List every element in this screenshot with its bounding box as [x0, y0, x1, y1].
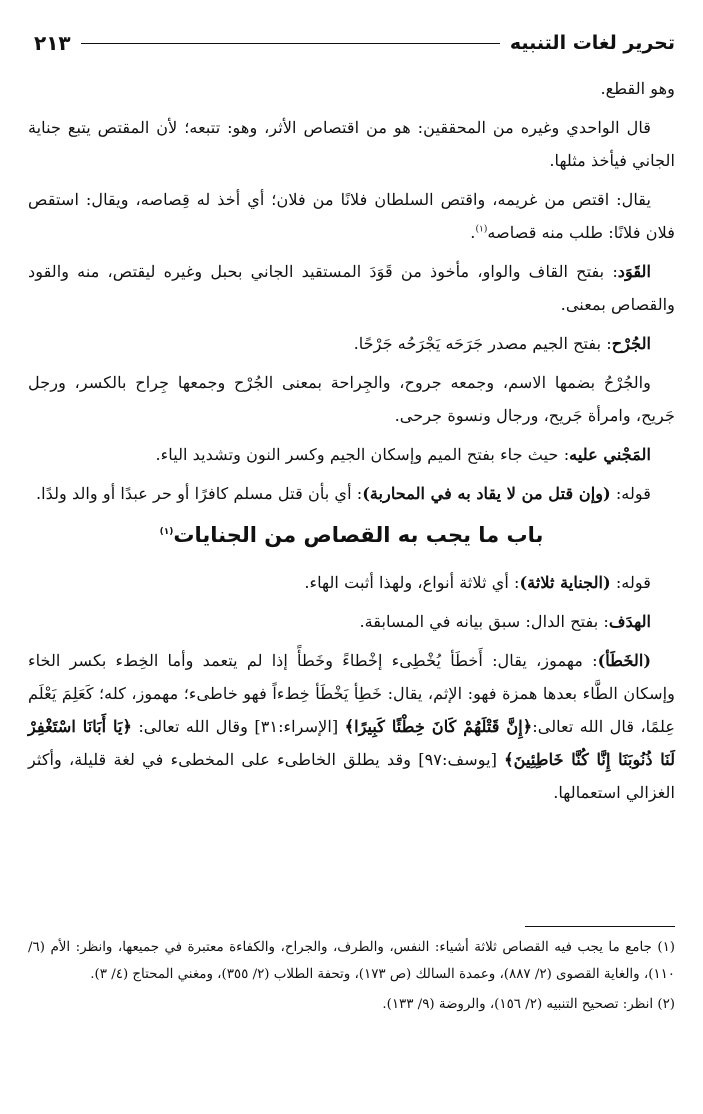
paragraph-text: والجُرْحُ بضمها الاسم، وجمعه جروح، والجِراحة بمعنى الجُرْح وجمعها جِراح بالكسر، ورجل جَريح، وامرأة جَريح، ورجال ونسوة جرحى.: [28, 373, 675, 425]
paragraph-text: قوله:: [610, 573, 651, 592]
paragraph-text: قوله:: [610, 484, 651, 503]
footnotes: [28, 934, 675, 1021]
defined-term: (الخَطَأ): [597, 651, 651, 670]
paragraph-text: .: [470, 223, 476, 242]
paragraph: [28, 644, 675, 809]
paragraph: [28, 438, 675, 471]
header-rule: [81, 43, 500, 44]
defined-term: القَوَد: [617, 262, 651, 281]
paragraph: [28, 72, 675, 105]
paragraph: [28, 566, 675, 599]
paragraph-text: : بفتح الجيم مصدر جَرَحَه يَجْرَحُه جَرْحًا.: [353, 334, 612, 353]
defined-term: المَجْني عليه: [569, 445, 651, 464]
quoted-text: (وإن قتل من لا يقاد به في المحاربة): [362, 484, 611, 503]
paragraph-text: : بفتح الدال: سبق بيانه في المسابقة.: [359, 612, 609, 631]
quoted-text: (الجناية ثلاثة): [519, 573, 611, 592]
page-number: ٢١٣: [34, 31, 71, 55]
quran-verse: ﴿إِنَّ قَتْلَهُمْ كَانَ خِطْئًا كَبِيرًا﴾: [344, 717, 533, 736]
section-heading: [28, 516, 675, 554]
defined-term: الهدَف: [608, 612, 651, 631]
main-text: [28, 72, 675, 815]
paragraph-text: : أي بأن قتل مسلم كافرًا أو حر عبدًا أو والد ولدًا.: [35, 484, 363, 503]
paragraph: [28, 111, 675, 177]
defined-term: الجُرْح: [611, 334, 651, 353]
paragraph-text: [يوسف:٩٧] وقد يطلق الخاطىء على المخطىء في لغة قليلة، وأكثر الغزالي استعمالها.: [28, 750, 675, 802]
footnote-rule: [525, 926, 675, 927]
quran-verse: ﴿يَا أَبَانَا اسْتَغْفِرْ لَنَا ذُنُوبَنَا إِنَّا كُنَّا خَاطِئِينَ﴾: [28, 717, 675, 769]
paragraph-text: : أي ثلاثة أنواع، ولهذا أثبت الهاء.: [304, 573, 520, 592]
paragraph-text: : حيث جاء بفتح الميم وإسكان الجيم وكسر النون وتشديد الياء.: [155, 445, 570, 464]
paragraph-text: : مهموز، يقال: أَخطَأ يُخْطِىء إخْطاءً وخَطأً إذا لم يتعمد وأما الخِطء بكسر الخاء وإسكان الطَّاء بعدها همزة فهو: الإثم، يقال: خَطِأ يَخْطَأ خِطءاً فهو خاطىء؛ مهموز، كله؛ كَعَلِمَ يَعْلَم عِلمًا، قال الله تعالى:: [28, 651, 675, 736]
paragraph: [28, 255, 675, 321]
running-header: [34, 26, 675, 60]
footnote: (١) جامع ما يجب فيه القصاص ثلاثة أشياء: النفس، والطرف، والجراح، والكفاءة معتبرة في جميعها، وانظر: الأم (٦/ ١١٠)، والغاية القصوى (٢/ ٨٨٧)، وعمدة السالك (ص ١٧٣)، وتحفة الطلاب (٢/ ٣٥٥)، ومغني المحتاج (٤/ ٣).: [28, 940, 675, 982]
paragraph-text: قال الواحدي وغيره من المحققين: هو من اقتصاص الأثر، وهو: تتبعه؛ لأن المقتص يتبع جناية الجاني فيأخذ مثلها.: [28, 118, 675, 170]
paragraph: [28, 183, 675, 249]
paragraph-text: يقال: اقتص من غريمه، واقتص السلطان فلانًا من فلان؛ أي أخذ له قِصاصه، ويقال: استقص فلان فلانًا: طلب منه قصاصه: [28, 190, 675, 242]
section-heading-text: باب ما يجب به القصاص من الجنايات: [173, 523, 544, 547]
paragraph: [28, 605, 675, 638]
footnote-ref: (١): [475, 224, 488, 235]
paragraph-text: : بفتح القاف والواو، مأخوذ من قَوَدَ المستقيد الجاني بحبل وغيره ليقتص، منه والقود والقصاص بمعنى.: [28, 262, 675, 314]
paragraph: [28, 327, 675, 360]
footnote: (٢) انظر: تصحيح التنبيه (٢/ ١٥٦)، والروضة (٩/ ١٣٣).: [382, 997, 675, 1012]
running-header-title: تحرير لغات التنبيه: [509, 32, 675, 54]
paragraph: [28, 477, 675, 510]
footnote-ref: (١): [159, 527, 174, 537]
paragraph-text: [الإسراء:٣١] وقال الله تعالى:: [131, 717, 345, 736]
paragraph-text: وهو القطع.: [600, 79, 675, 98]
paragraph: [28, 366, 675, 432]
